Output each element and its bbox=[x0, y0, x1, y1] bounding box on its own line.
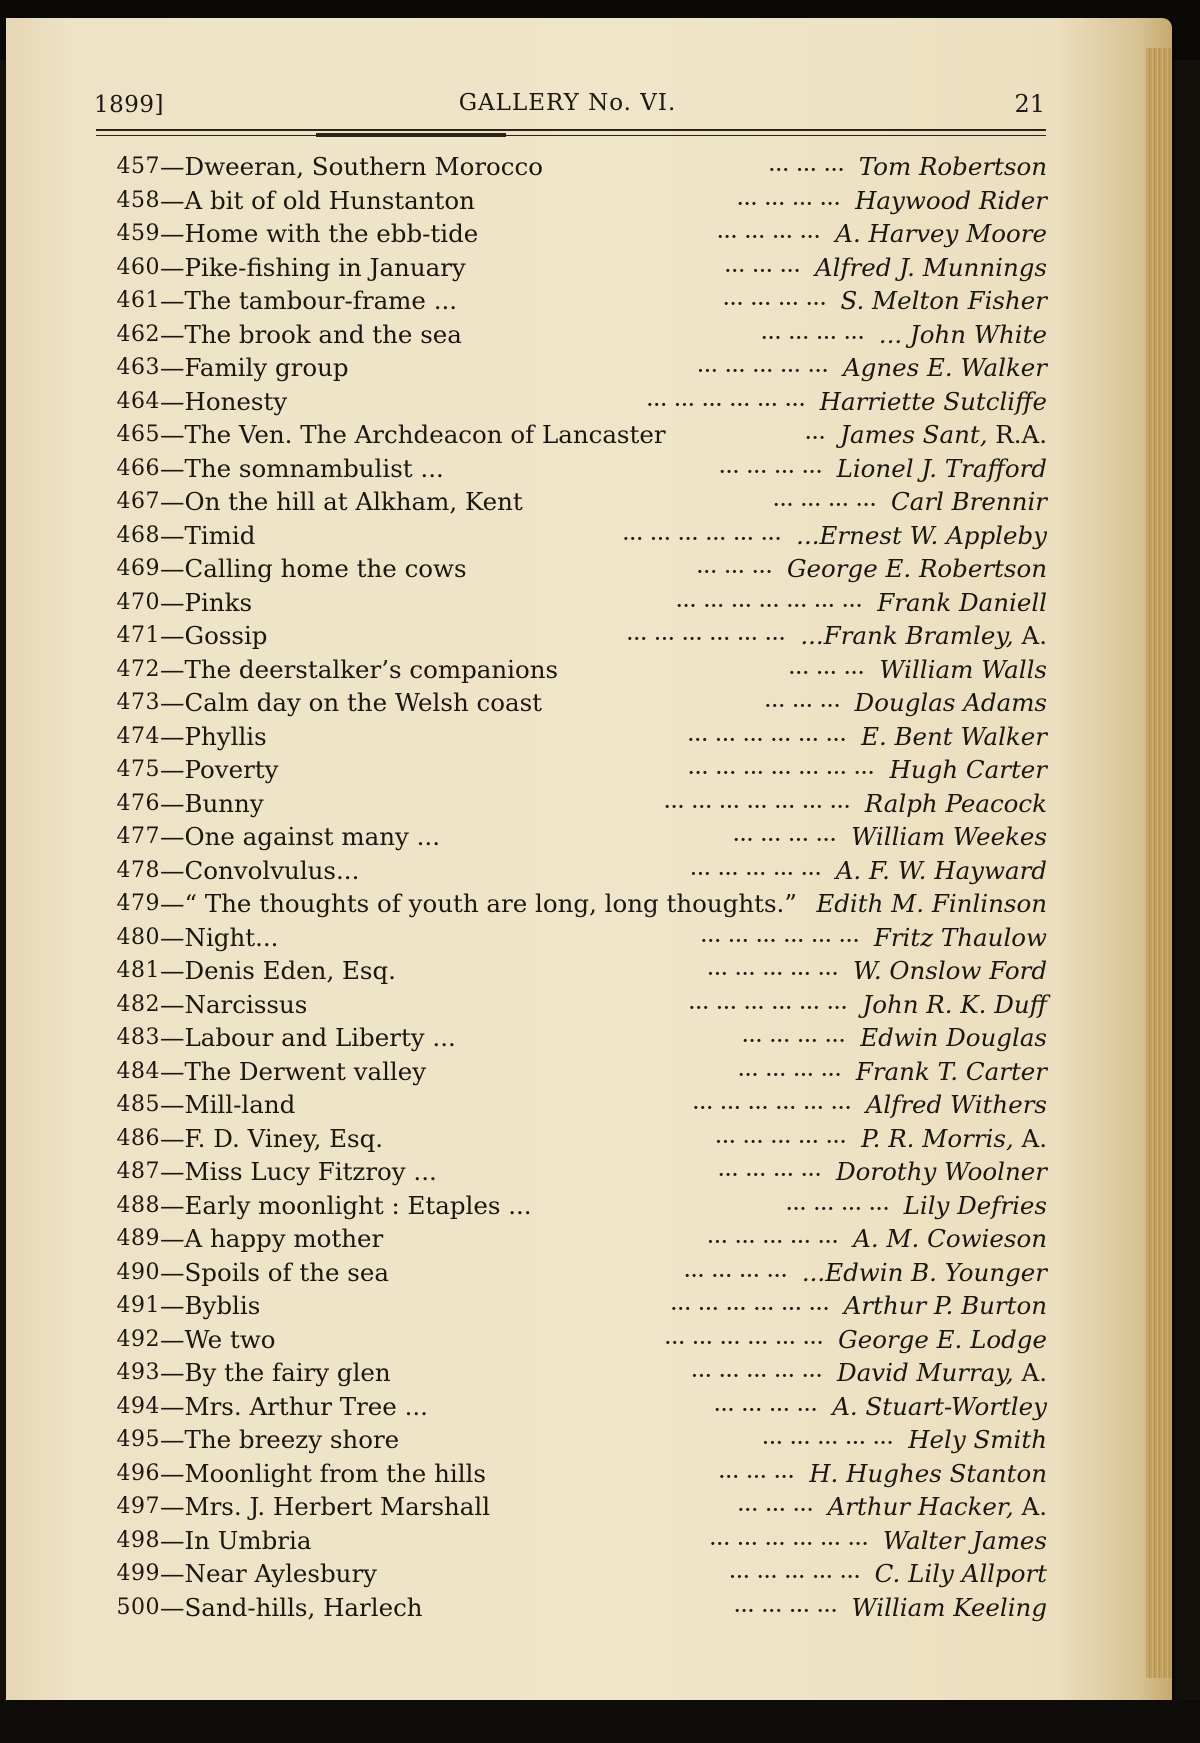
entry-number: 475 bbox=[116, 757, 160, 782]
header-rule-thin bbox=[96, 135, 1046, 136]
entry-title: —The Ven. The Archdeacon of Lancaster bbox=[160, 420, 666, 449]
entry-title: —Pinks bbox=[160, 587, 253, 617]
entry-artist bbox=[889, 753, 1047, 787]
artist-honour: A. bbox=[1013, 621, 1047, 650]
entry-number: 488 bbox=[116, 1192, 160, 1218]
catalogue-list bbox=[92, 150, 1047, 1624]
artist-name: Alfred J. Munnings bbox=[814, 252, 1047, 282]
entry-number: 497 bbox=[116, 1494, 160, 1519]
artist-name: Douglas Adams bbox=[854, 688, 1047, 717]
dot-leader: ... ... ... ... ... bbox=[715, 1127, 847, 1148]
entry-title: —The deerstalker’s companions bbox=[160, 654, 559, 684]
artist-name: William Weekes bbox=[851, 822, 1047, 851]
entry-number: 489 bbox=[116, 1226, 160, 1251]
list-item bbox=[92, 251, 1047, 285]
entry-title: —Moonlight from the hills bbox=[160, 1458, 486, 1488]
dot-leader: ... ... ... ... ... ... bbox=[646, 390, 806, 411]
artist-name: Frank T. Carter bbox=[855, 1056, 1047, 1086]
entry-artist bbox=[837, 1356, 1047, 1390]
entry-artist bbox=[862, 988, 1047, 1022]
artist-name: Alfred Withers bbox=[865, 1090, 1047, 1119]
entry-artist bbox=[815, 251, 1047, 285]
entry-title: —Sand-hills, Harlech bbox=[160, 1592, 423, 1622]
dot-leader: ... ... ... ... ... ... bbox=[692, 1094, 852, 1114]
dot-leader: ... ... ... ... ... ... bbox=[622, 524, 782, 545]
artist-name: A. Stuart-Wortley bbox=[832, 1391, 1047, 1421]
entry-title: —The Derwent valley bbox=[160, 1056, 427, 1086]
artist-name: C. Lily Allport bbox=[874, 1559, 1047, 1588]
list-item bbox=[92, 1222, 1047, 1256]
entry-artist bbox=[861, 1122, 1047, 1156]
entry-number: 462 bbox=[116, 321, 160, 347]
list-item bbox=[92, 217, 1047, 251]
entry-title: —Mrs. Arthur Tree ... bbox=[160, 1391, 428, 1421]
dot-leader: ... ... ... ... ... bbox=[691, 1362, 823, 1382]
list-item bbox=[92, 988, 1047, 1022]
list-item bbox=[92, 854, 1047, 888]
entry-number: 473 bbox=[116, 690, 160, 715]
entry-artist bbox=[787, 552, 1047, 586]
entry-number: 493 bbox=[116, 1360, 160, 1385]
entry-number: 476 bbox=[116, 790, 160, 816]
dot-leader: ... ... ... ... ... bbox=[697, 357, 829, 377]
entry-artist bbox=[836, 854, 1047, 888]
entry-artist bbox=[809, 1457, 1047, 1491]
page-number: 21 bbox=[1014, 90, 1045, 118]
entry-title: —Mill-land bbox=[160, 1090, 296, 1119]
entry-number: 470 bbox=[116, 589, 160, 615]
entry-artist bbox=[879, 653, 1047, 687]
artist-name: ...Frank Bramley, bbox=[800, 621, 1014, 650]
entry-title: —Night... bbox=[160, 922, 279, 952]
list-item bbox=[92, 1390, 1047, 1424]
entry-title: —By the fairy glen bbox=[160, 1358, 391, 1387]
artist-name: George E. Robertson bbox=[786, 554, 1047, 583]
entry-number: 466 bbox=[116, 455, 160, 481]
entry-artist bbox=[796, 519, 1047, 553]
artist-name: P. R. Morris, bbox=[861, 1123, 1014, 1153]
entry-title: —Phyllis bbox=[160, 721, 267, 751]
entry-title: —Poverty bbox=[160, 755, 279, 784]
entry-artist bbox=[832, 1390, 1047, 1424]
entry-number: 482 bbox=[116, 991, 160, 1017]
artist-name: William Keeling bbox=[851, 1592, 1047, 1622]
dot-leader: ... ... ... ... bbox=[723, 290, 827, 310]
list-item bbox=[92, 184, 1047, 218]
dot-leader: ... ... ... ... ... ... ... bbox=[664, 792, 851, 813]
dot-leader: ... ... ... ... ... ... bbox=[700, 926, 860, 947]
entry-number: 499 bbox=[116, 1561, 160, 1586]
list-item bbox=[92, 720, 1047, 754]
entry-title: —A happy mother bbox=[160, 1224, 384, 1253]
entry-artist bbox=[855, 686, 1047, 720]
list-item bbox=[92, 820, 1047, 854]
dot-leader: ... bbox=[805, 424, 826, 444]
entry-number: 459 bbox=[116, 221, 160, 246]
entry-title: —Dweeran, Southern Morocco bbox=[160, 152, 543, 181]
dot-leader: ... ... ... bbox=[696, 558, 773, 578]
list-item bbox=[92, 284, 1047, 318]
entry-title: —Near Aylesbury bbox=[160, 1559, 378, 1588]
entry-artist bbox=[838, 1323, 1047, 1357]
artist-honour: A. bbox=[1013, 1492, 1047, 1521]
list-item bbox=[92, 1189, 1047, 1223]
entry-artist bbox=[865, 787, 1047, 821]
entry-number: 481 bbox=[116, 958, 160, 983]
entry-number: 477 bbox=[116, 824, 160, 849]
list-item bbox=[92, 1323, 1047, 1357]
entry-number: 478 bbox=[116, 857, 160, 883]
entry-number: 498 bbox=[116, 1527, 160, 1553]
list-item bbox=[92, 150, 1047, 184]
dot-leader: ... ... ... ... ... bbox=[729, 1563, 861, 1583]
entry-artist bbox=[908, 1423, 1047, 1457]
list-item bbox=[92, 385, 1047, 419]
entry-artist bbox=[800, 619, 1047, 653]
entry-number: 457 bbox=[116, 154, 160, 179]
dot-leader: ... ... ... ... bbox=[733, 826, 837, 846]
dot-leader: ... ... ... ... ... ... bbox=[687, 725, 847, 746]
header-year: 1899] bbox=[94, 92, 165, 118]
list-item bbox=[92, 1088, 1047, 1122]
entry-title: —Early moonlight : Etaples ... bbox=[160, 1190, 532, 1220]
entry-number: 490 bbox=[116, 1259, 160, 1285]
artist-name: E. Bent Walker bbox=[861, 721, 1047, 751]
entry-number: 495 bbox=[116, 1427, 160, 1452]
entry-artist bbox=[816, 887, 1047, 921]
artist-name: Dorothy Woolner bbox=[836, 1157, 1047, 1186]
entry-number: 458 bbox=[116, 187, 160, 213]
list-item bbox=[92, 954, 1047, 988]
entry-number: 496 bbox=[116, 1460, 160, 1486]
artist-name: Edith M. Finlinson bbox=[816, 889, 1047, 918]
list-item bbox=[92, 1356, 1047, 1390]
dot-leader: ... ... ... ... bbox=[742, 1027, 846, 1047]
entry-title: —Pike-fishing in January bbox=[160, 252, 466, 282]
artist-name: H. Hughes Stanton bbox=[809, 1458, 1047, 1488]
artist-name: W. Onslow Ford bbox=[852, 956, 1047, 985]
entry-number: 480 bbox=[116, 924, 160, 950]
dot-leader: ... ... ... ... bbox=[737, 189, 841, 210]
artist-name: John R. K. Duff bbox=[862, 989, 1047, 1019]
list-item bbox=[92, 519, 1047, 553]
dot-leader: ... ... ... bbox=[768, 156, 845, 176]
entry-number: 485 bbox=[116, 1092, 160, 1117]
artist-name: Arthur P. Burton bbox=[843, 1291, 1047, 1320]
list-item bbox=[92, 787, 1047, 821]
entry-artist bbox=[843, 351, 1047, 385]
entry-number: 468 bbox=[116, 522, 160, 548]
entry-artist bbox=[853, 954, 1047, 988]
entry-title: —Mrs. J. Herbert Marshall bbox=[160, 1492, 491, 1521]
list-item bbox=[92, 1591, 1047, 1625]
dot-leader: ... ... ... bbox=[788, 658, 865, 679]
entry-artist bbox=[860, 1021, 1047, 1055]
dot-leader: ... ... ... ... bbox=[718, 1161, 822, 1181]
entry-number: 460 bbox=[116, 254, 160, 280]
entry-artist bbox=[875, 1557, 1047, 1591]
artist-name: Ralph Peacock bbox=[864, 788, 1047, 818]
entry-title: —Bunny bbox=[160, 788, 264, 818]
list-item bbox=[92, 418, 1047, 452]
artist-name: A. F. W. Hayward bbox=[835, 855, 1047, 885]
entry-number: 483 bbox=[116, 1025, 160, 1050]
entry-number: 492 bbox=[116, 1326, 160, 1352]
list-item bbox=[92, 452, 1047, 486]
artist-name: Hugh Carter bbox=[889, 755, 1047, 784]
entry-artist bbox=[859, 150, 1047, 184]
entry-title: —A bit of old Hunstanton bbox=[160, 185, 475, 215]
artist-name: Lily Defries bbox=[903, 1190, 1047, 1220]
list-item bbox=[92, 1490, 1047, 1524]
list-item bbox=[92, 1423, 1047, 1457]
artist-honour: R.A. bbox=[987, 420, 1047, 449]
entry-title: —The breezy shore bbox=[160, 1425, 400, 1454]
entry-number: 487 bbox=[116, 1159, 160, 1184]
dot-leader: ... ... ... ... ... ... bbox=[688, 993, 848, 1014]
list-item bbox=[92, 552, 1047, 586]
entry-number: 461 bbox=[116, 288, 160, 313]
entry-number: 472 bbox=[116, 656, 160, 682]
dot-leader: ... ... ... bbox=[718, 1462, 795, 1483]
artist-honour: A. bbox=[1013, 1123, 1047, 1153]
dot-leader: ... ... ... bbox=[764, 692, 841, 712]
entry-number: 471 bbox=[116, 623, 160, 648]
dot-leader: ... ... ... ... ... ... ... bbox=[676, 591, 863, 612]
page-edges bbox=[1146, 48, 1172, 1678]
artist-name: A. M. Cowieson bbox=[853, 1224, 1047, 1253]
entry-title: —F. D. Viney, Esq. bbox=[160, 1123, 384, 1153]
entry-title: —The somnambulist ... bbox=[160, 453, 444, 483]
dot-leader: ... ... ... bbox=[724, 256, 801, 277]
list-item bbox=[92, 1122, 1047, 1156]
header-gallery-title: GALLERY No. VI. bbox=[458, 90, 677, 116]
dot-leader: ... ... ... ... bbox=[714, 1395, 818, 1416]
entry-artist bbox=[837, 452, 1047, 486]
entry-title: —Miss Lucy Fitzroy ... bbox=[160, 1157, 437, 1186]
list-item bbox=[92, 653, 1047, 687]
artist-name: Harriette Sutcliffe bbox=[819, 386, 1047, 416]
entry-artist bbox=[879, 318, 1047, 352]
entry-artist bbox=[836, 1155, 1047, 1189]
entry-title: —Calm day on the Welsh coast bbox=[160, 688, 543, 717]
list-item bbox=[92, 1524, 1047, 1558]
entry-number: 479 bbox=[116, 891, 160, 916]
entry-artist bbox=[852, 1591, 1048, 1625]
list-item bbox=[92, 318, 1047, 352]
entry-artist bbox=[841, 284, 1047, 318]
artist-name: James Sant, bbox=[840, 420, 988, 449]
artist-name: George E. Lodge bbox=[838, 1324, 1047, 1354]
entry-artist bbox=[835, 217, 1047, 251]
entry-number: 484 bbox=[116, 1058, 160, 1084]
entry-artist bbox=[904, 1189, 1047, 1223]
entry-title: —On the hill at Alkham, Kent bbox=[160, 487, 523, 516]
entry-artist bbox=[855, 184, 1047, 218]
artist-name: Fritz Thaulow bbox=[873, 922, 1047, 952]
dot-leader: ... ... ... ... ... bbox=[762, 1429, 894, 1449]
entry-artist bbox=[840, 418, 1047, 452]
entry-number: 491 bbox=[116, 1293, 160, 1318]
entry-number: 474 bbox=[116, 723, 160, 749]
dot-leader: ... ... ... ... bbox=[719, 457, 823, 478]
entry-title: —Spoils of the sea bbox=[160, 1257, 389, 1287]
list-item bbox=[92, 619, 1047, 653]
entry-artist bbox=[820, 385, 1047, 419]
artist-name: Haywood Rider bbox=[855, 185, 1047, 215]
entry-title: —Calling home the cows bbox=[160, 554, 467, 583]
entry-number: 500 bbox=[116, 1594, 160, 1620]
list-item bbox=[92, 1155, 1047, 1189]
artist-name: Agnes E. Walker bbox=[842, 353, 1047, 382]
dot-leader: ... ... ... ... ... ... ... bbox=[688, 759, 875, 779]
artist-name: A. Harvey Moore bbox=[835, 219, 1047, 248]
entry-title: —Home with the ebb-tide bbox=[160, 219, 479, 248]
entry-title: —We two bbox=[160, 1324, 276, 1354]
dot-leader: ... ... ... ... ... bbox=[707, 1228, 839, 1248]
artist-name: ...Ernest W. Appleby bbox=[796, 520, 1047, 550]
list-item bbox=[92, 1256, 1047, 1290]
entry-artist bbox=[874, 921, 1047, 955]
entry-artist bbox=[802, 1256, 1047, 1290]
entry-title: —Byblis bbox=[160, 1291, 261, 1320]
artist-name: Walter James bbox=[882, 1525, 1047, 1555]
list-item bbox=[92, 686, 1047, 720]
dot-leader: ... ... ... bbox=[737, 1496, 814, 1516]
entry-artist bbox=[828, 1490, 1047, 1524]
entry-artist bbox=[844, 1289, 1047, 1323]
artist-name: ...Edwin B. Younger bbox=[801, 1257, 1047, 1287]
entry-artist bbox=[877, 586, 1047, 620]
dot-leader: ... ... ... ... bbox=[738, 1060, 842, 1081]
entry-artist bbox=[866, 1088, 1047, 1122]
artist-name: David Murray, bbox=[837, 1358, 1014, 1387]
entry-title: —Honesty bbox=[160, 386, 288, 416]
dot-leader: ... ... ... ... ... ... bbox=[664, 1328, 824, 1349]
entry-number: 469 bbox=[116, 556, 160, 581]
dot-leader: ... ... ... ... ... bbox=[707, 960, 839, 980]
entry-artist bbox=[851, 820, 1047, 854]
entry-artist bbox=[883, 1524, 1047, 1558]
entry-artist bbox=[861, 720, 1047, 754]
list-item bbox=[92, 1557, 1047, 1591]
entry-artist bbox=[856, 1055, 1047, 1089]
artist-name: Frank Daniell bbox=[877, 587, 1047, 617]
entry-number: 463 bbox=[116, 355, 160, 380]
entry-title: —Denis Eden, Esq. bbox=[160, 956, 396, 985]
list-item bbox=[92, 921, 1047, 955]
entry-title: —In Umbria bbox=[160, 1525, 312, 1555]
header-rule bbox=[96, 129, 1046, 131]
list-item bbox=[92, 753, 1047, 787]
entry-number: 465 bbox=[116, 422, 160, 447]
scan-backdrop-bottom bbox=[0, 1700, 1200, 1743]
entry-number: 467 bbox=[116, 489, 160, 514]
entry-title: —The tambour-frame ... bbox=[160, 286, 458, 315]
artist-name: S. Melton Fisher bbox=[840, 286, 1047, 315]
entry-title: —Family group bbox=[160, 353, 349, 382]
list-item bbox=[92, 1457, 1047, 1491]
artist-name: ... John White bbox=[878, 319, 1047, 349]
entry-artist bbox=[891, 485, 1047, 519]
entry-title: —“ The thoughts of youth are long, long thoughts.” bbox=[160, 889, 797, 918]
list-item bbox=[92, 485, 1047, 519]
artist-name: Lionel J. Trafford bbox=[836, 453, 1047, 483]
entry-number: 464 bbox=[116, 388, 160, 414]
list-item bbox=[92, 1289, 1047, 1323]
dot-leader: ... ... ... ... bbox=[786, 1194, 890, 1215]
artist-name: Hely Smith bbox=[908, 1425, 1047, 1454]
dot-leader: ... ... ... ... ... ... bbox=[626, 625, 786, 645]
running-header bbox=[90, 86, 1045, 126]
entry-title: —Timid bbox=[160, 520, 256, 550]
dot-leader: ... ... ... ... ... bbox=[690, 859, 822, 880]
dot-leader: ... ... ... ... bbox=[684, 1261, 788, 1282]
list-item bbox=[92, 1021, 1047, 1055]
artist-name: William Walls bbox=[879, 654, 1047, 684]
entry-title: —Gossip bbox=[160, 621, 268, 650]
dot-leader: ... ... ... ... bbox=[717, 223, 821, 243]
artist-honour: A. bbox=[1013, 1358, 1047, 1387]
entry-title: —Convolvulus... bbox=[160, 855, 360, 885]
dot-leader: ... ... ... ... ... ... bbox=[670, 1295, 830, 1315]
entry-title: —Narcissus bbox=[160, 989, 308, 1019]
list-item bbox=[92, 586, 1047, 620]
dot-leader: ... ... ... ... bbox=[761, 323, 865, 344]
entry-title: —The brook and the sea bbox=[160, 319, 462, 349]
list-item bbox=[92, 887, 1047, 921]
list-item bbox=[92, 1055, 1047, 1089]
list-item bbox=[92, 351, 1047, 385]
dot-leader: ... ... ... ... bbox=[773, 491, 877, 511]
artist-name: Tom Robertson bbox=[858, 152, 1047, 181]
entry-number: 494 bbox=[116, 1393, 160, 1419]
entry-title: —Labour and Liberty ... bbox=[160, 1023, 456, 1052]
artist-name: Arthur Hacker, bbox=[827, 1492, 1014, 1521]
artist-name: Edwin Douglas bbox=[860, 1023, 1047, 1052]
artist-name: Carl Brennir bbox=[890, 487, 1047, 516]
entry-title: —One against many ... bbox=[160, 822, 440, 851]
entry-artist bbox=[853, 1222, 1047, 1256]
dot-leader: ... ... ... ... bbox=[734, 1596, 838, 1617]
dot-leader: ... ... ... ... ... ... bbox=[709, 1529, 869, 1550]
entry-number: 486 bbox=[116, 1125, 160, 1151]
